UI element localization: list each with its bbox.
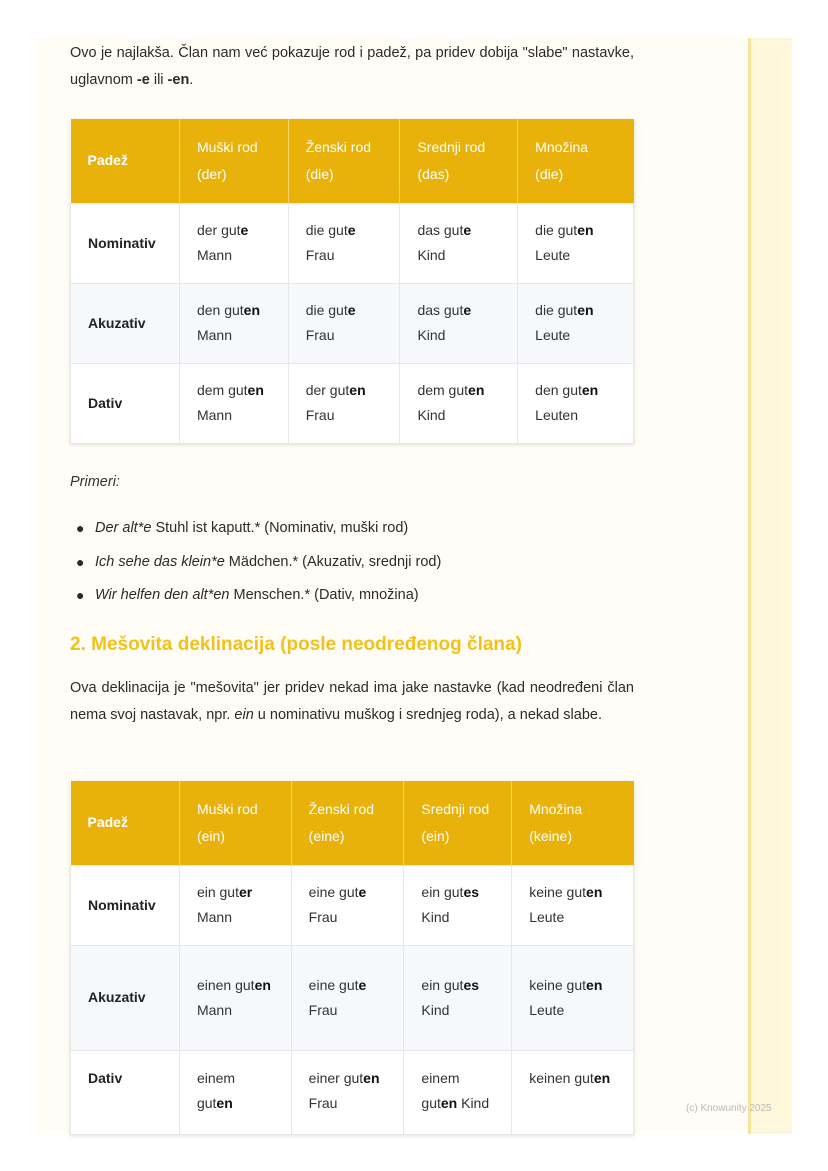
table-cell: keine guten Leute <box>512 945 634 1050</box>
table-cell: den guten Leuten <box>518 363 634 443</box>
intro-text-before: Ovo je najlakša. Član nam već pokazuje rod i padež, pa pridev dobija "slabe" nastavke, uglavnom <box>70 45 634 88</box>
table-row <box>71 945 634 1050</box>
case-label: Akuzativ <box>71 283 180 363</box>
table-cell: keinen guten <box>512 1050 634 1134</box>
case-label: Akuzativ <box>71 945 180 1050</box>
table-cell: der guten Frau <box>288 363 400 443</box>
column-header: Padež <box>71 119 180 203</box>
table-row <box>71 1050 634 1134</box>
table-cell: den guten Mann <box>179 283 288 363</box>
column-header: Množina (keine) <box>512 781 634 865</box>
table-cell: die gute Frau <box>288 283 400 363</box>
column-header: Srednji rod (das) <box>400 119 518 203</box>
examples-label: Primeri: <box>70 474 120 490</box>
list-item: ● Der alt*e Stuhl ist kaputt.* (Nominativ, muški rod) <box>76 512 441 546</box>
table-header-row <box>71 119 634 203</box>
intro-paragraph <box>70 40 634 94</box>
list-item: ● Ich sehe das klein*e Mädchen.* (Akuzativ, srednji rod) <box>76 546 441 580</box>
intro-text-mid: ili <box>149 72 168 88</box>
table-cell: keine guten Leute <box>512 865 634 945</box>
weak-declension-table <box>70 119 634 444</box>
table-cell: ein guter Mann <box>179 865 291 945</box>
column-header: Padež <box>71 781 180 865</box>
table-cell: eine gute Frau <box>291 945 404 1050</box>
list-item: ● Wir helfen den alt*en Menschen.* (Dativ, množina) <box>76 579 441 613</box>
table-cell: einem guten <box>179 1050 291 1134</box>
table-cell: die guten Leute <box>518 203 634 283</box>
table-cell: ein gutes Kind <box>404 945 512 1050</box>
table-row <box>71 865 634 945</box>
table-row <box>71 203 634 283</box>
mixed-declension-table <box>70 781 634 1135</box>
case-label: Dativ <box>71 363 180 443</box>
table-cell: dem guten Kind <box>400 363 518 443</box>
table-cell: das gute Kind <box>400 283 518 363</box>
column-header: Muški rod (der) <box>179 119 288 203</box>
column-header: Ženski rod (eine) <box>291 781 404 865</box>
case-label: Nominativ <box>71 865 180 945</box>
table-cell: das gute Kind <box>400 203 518 283</box>
column-header: Srednji rod (ein) <box>404 781 512 865</box>
bullet-icon: ● <box>76 553 85 570</box>
table-cell: die gute Frau <box>288 203 400 283</box>
case-label: Dativ <box>71 1050 180 1134</box>
table-cell: ein gutes Kind <box>404 865 512 945</box>
table-row <box>71 363 634 443</box>
table-cell: der gute Mann <box>179 203 288 283</box>
intro-ending-e: -e <box>136 72 150 88</box>
table-cell: einem guten Kind <box>404 1050 512 1134</box>
bullet-icon: ● <box>76 587 85 603</box>
table-cell: einer guten Frau <box>291 1050 404 1134</box>
table-header-row <box>71 781 634 865</box>
table-row <box>71 283 634 363</box>
column-header: Ženski rod (die) <box>288 119 400 203</box>
table-cell: die guten Leute <box>518 283 634 363</box>
intro-text-after: . <box>189 72 194 88</box>
section2-paragraph: Ova deklinacija je "mešovita" jer pridev nekad ima jake nastavke (kad neodređeni član nema svoj nastavak, npr. ein u nominativu muškog i srednjeg roda), a nekad slabe. <box>70 680 634 723</box>
examples-list <box>76 512 441 613</box>
bullet-icon: ● <box>76 520 85 536</box>
section-heading: 2. Mešovita deklinacija (posle neodređenog člana) <box>70 634 522 655</box>
column-header: Muški rod (ein) <box>179 781 291 865</box>
intro-ending-en: -en <box>167 72 190 88</box>
table-cell: eine gute Frau <box>291 865 404 945</box>
table-cell: dem guten Mann <box>179 363 288 443</box>
table-cell: einen guten Mann <box>179 945 291 1050</box>
watermark: (c) Knowunity 2025 <box>686 1103 772 1114</box>
column-header: Množina (die) <box>518 119 634 203</box>
page-side-strip <box>748 38 792 1134</box>
case-label: Nominativ <box>71 203 180 283</box>
